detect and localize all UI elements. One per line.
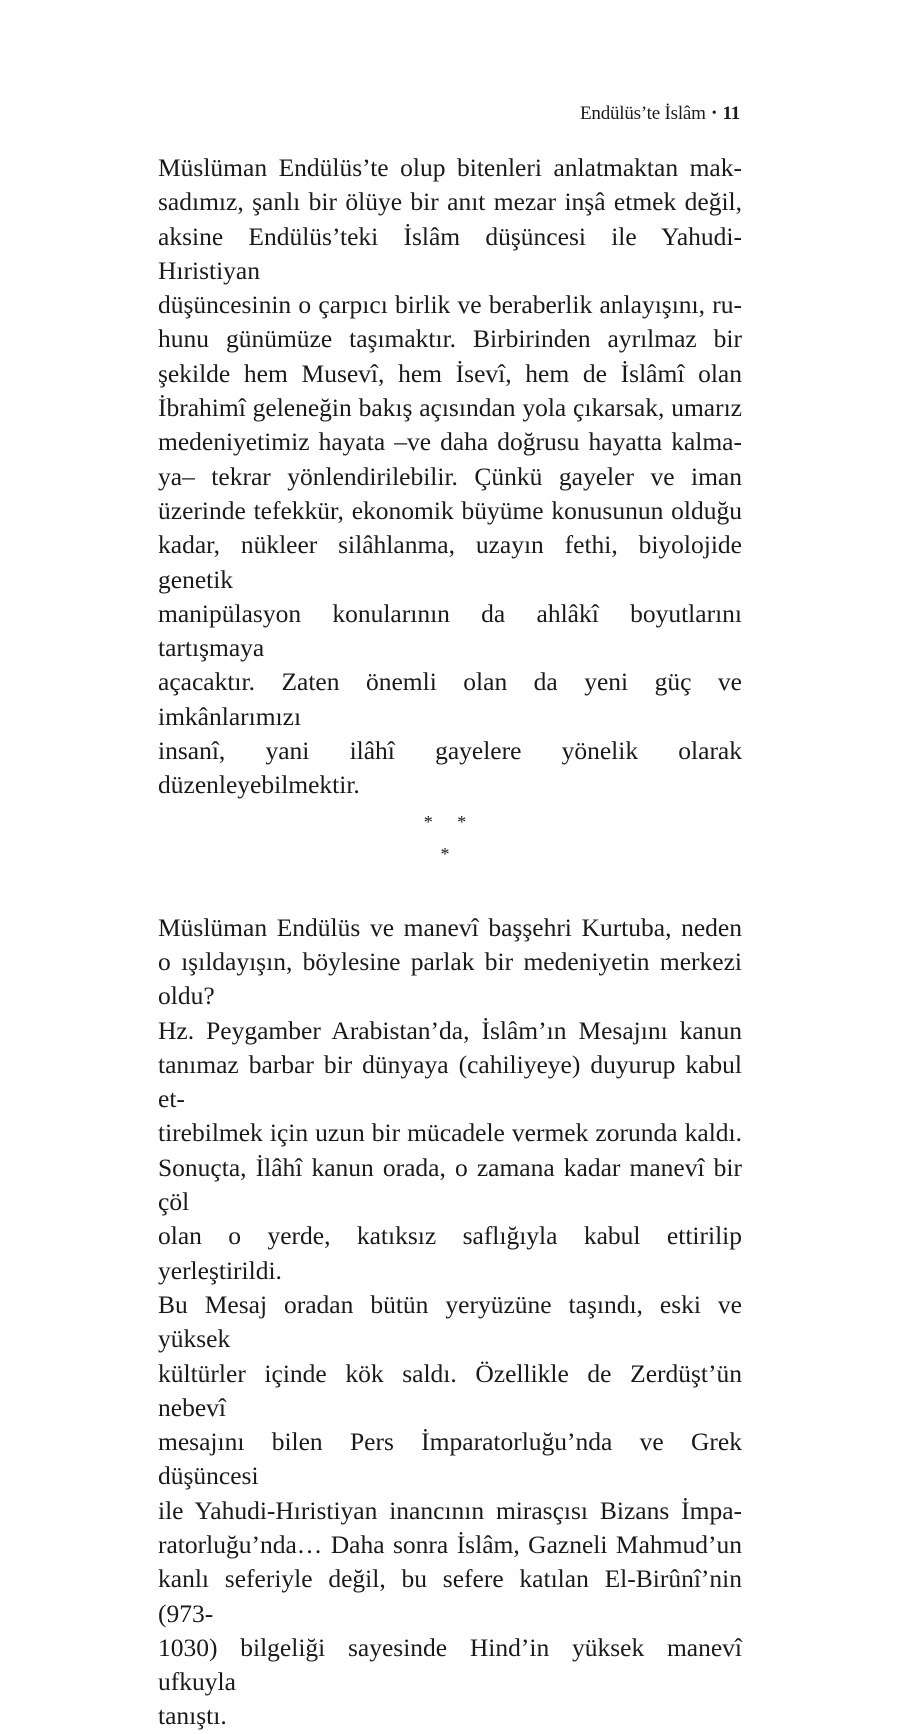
section-ornament-top: * * (423, 811, 477, 832)
header-separator: • (711, 106, 717, 121)
text-line: İbrahimî geleneğin bakış açısından yola çıkarsak, umarız (158, 393, 742, 423)
text-line: Müslüman Endülüs ve manevî başşehri Kurtuba, neden (158, 912, 742, 942)
paragraph-2 (158, 911, 742, 1014)
text-line: aksine Endülüs’teki İslâm düşüncesi ile Yahudi-Hıristiyan (158, 221, 742, 285)
text-line: tanımaz barbar bir dünyaya (cahiliyeye) duyurup kabul et- (158, 1049, 742, 1114)
text-line: tanıştı. (158, 1701, 227, 1731)
text-line: kanlı seferiyle değil, bu sefere katılan El-Birûnî’nin (973- (158, 1564, 742, 1628)
text-line: düşüncesinin o çarpıcı birlik ve beraberlik anlayışını, ru- (158, 290, 742, 320)
text-line: Bu Mesaj oradan bütün yeryüzüne taşındı, eski ve yüksek (158, 1289, 742, 1354)
text-line: mesajını bilen Pers İmparatorluğu’nda ve Grek düşüncesi (158, 1427, 742, 1491)
text-line: manipülasyon konularının da ahlâkî boyutlarını tartışmaya (158, 598, 742, 663)
text-line: sadımız, şanlı bir ölüye bir anıt mezar inşâ etmek değil, (158, 187, 742, 217)
text-line: şekilde hem Musevî, hem İsevî, hem de İslâmî olan (158, 358, 742, 388)
running-header (580, 103, 740, 125)
text-line: ratorluğu’nda… Daha sonra İslâm, Gazneli Mahmud’un (158, 1529, 742, 1559)
text-line: Müslüman Endülüs’te olup bitenleri anlatmaktan mak- (158, 153, 742, 182)
text-line: açacaktır. Zaten önemli olan da yeni güç ve imkânlarımızı (158, 667, 742, 731)
text-line: hunu günümüze taşımaktır. Birbirinden ayrılmaz bir (158, 324, 742, 354)
text-line: 1030) bilgeliği sayesinde Hind’in yüksek manevî ufkuyla (158, 1632, 742, 1697)
body-text (158, 151, 742, 1734)
text-line: Sonuçta, İlâhî kanun orada, o zamana kadar manevî bir çöl (158, 1152, 742, 1217)
text-line: kültürler içinde kök saldı. Özellikle de Zerdüşt’ün nebevî (158, 1358, 742, 1422)
text-line: o ışıldayışın, böylesine parlak bir medeniyetin merkezi oldu? (158, 946, 742, 1011)
text-line: ya– tekrar yönlendirilebilir. Çünkü gayeler ve iman (158, 461, 742, 491)
text-line: olan o yerde, katıksız saflığıyla kabul ettirilip yerleştirildi. (158, 1221, 742, 1285)
paragraph-3 (158, 1014, 742, 1288)
text-line: Hz. Peygamber Arabistan’da, İslâm’ın Mesajını kanun (158, 1015, 742, 1045)
page-number: 11 (722, 103, 740, 124)
text-line: ile Yahudi-Hıristiyan inancının mirasçısı Bizans İmpa- (158, 1495, 742, 1525)
text-line: kadar, nükleer silâhlanma, uzayın fethi, biyolojide genetik (158, 530, 742, 594)
text-line: üzerinde tefekkür, ekonomik büyüme konusunun olduğu (158, 495, 742, 525)
paragraph-1 (158, 151, 742, 803)
paragraph-4 (158, 1288, 742, 1734)
running-header-title: Endülüs’te İslâm (579, 103, 706, 124)
text-line: insanî, yani ilâhî gayelere yönelik olarak düzenleyebilmektir. (158, 736, 742, 800)
section-ornament-bottom: * (440, 843, 460, 864)
text-line: tirebilmek için uzun bir mücadele vermek zorunda kaldı. (158, 1118, 742, 1148)
text-line: medeniyetimiz hayata –ve daha doğrusu hayatta kalma- (158, 427, 742, 457)
